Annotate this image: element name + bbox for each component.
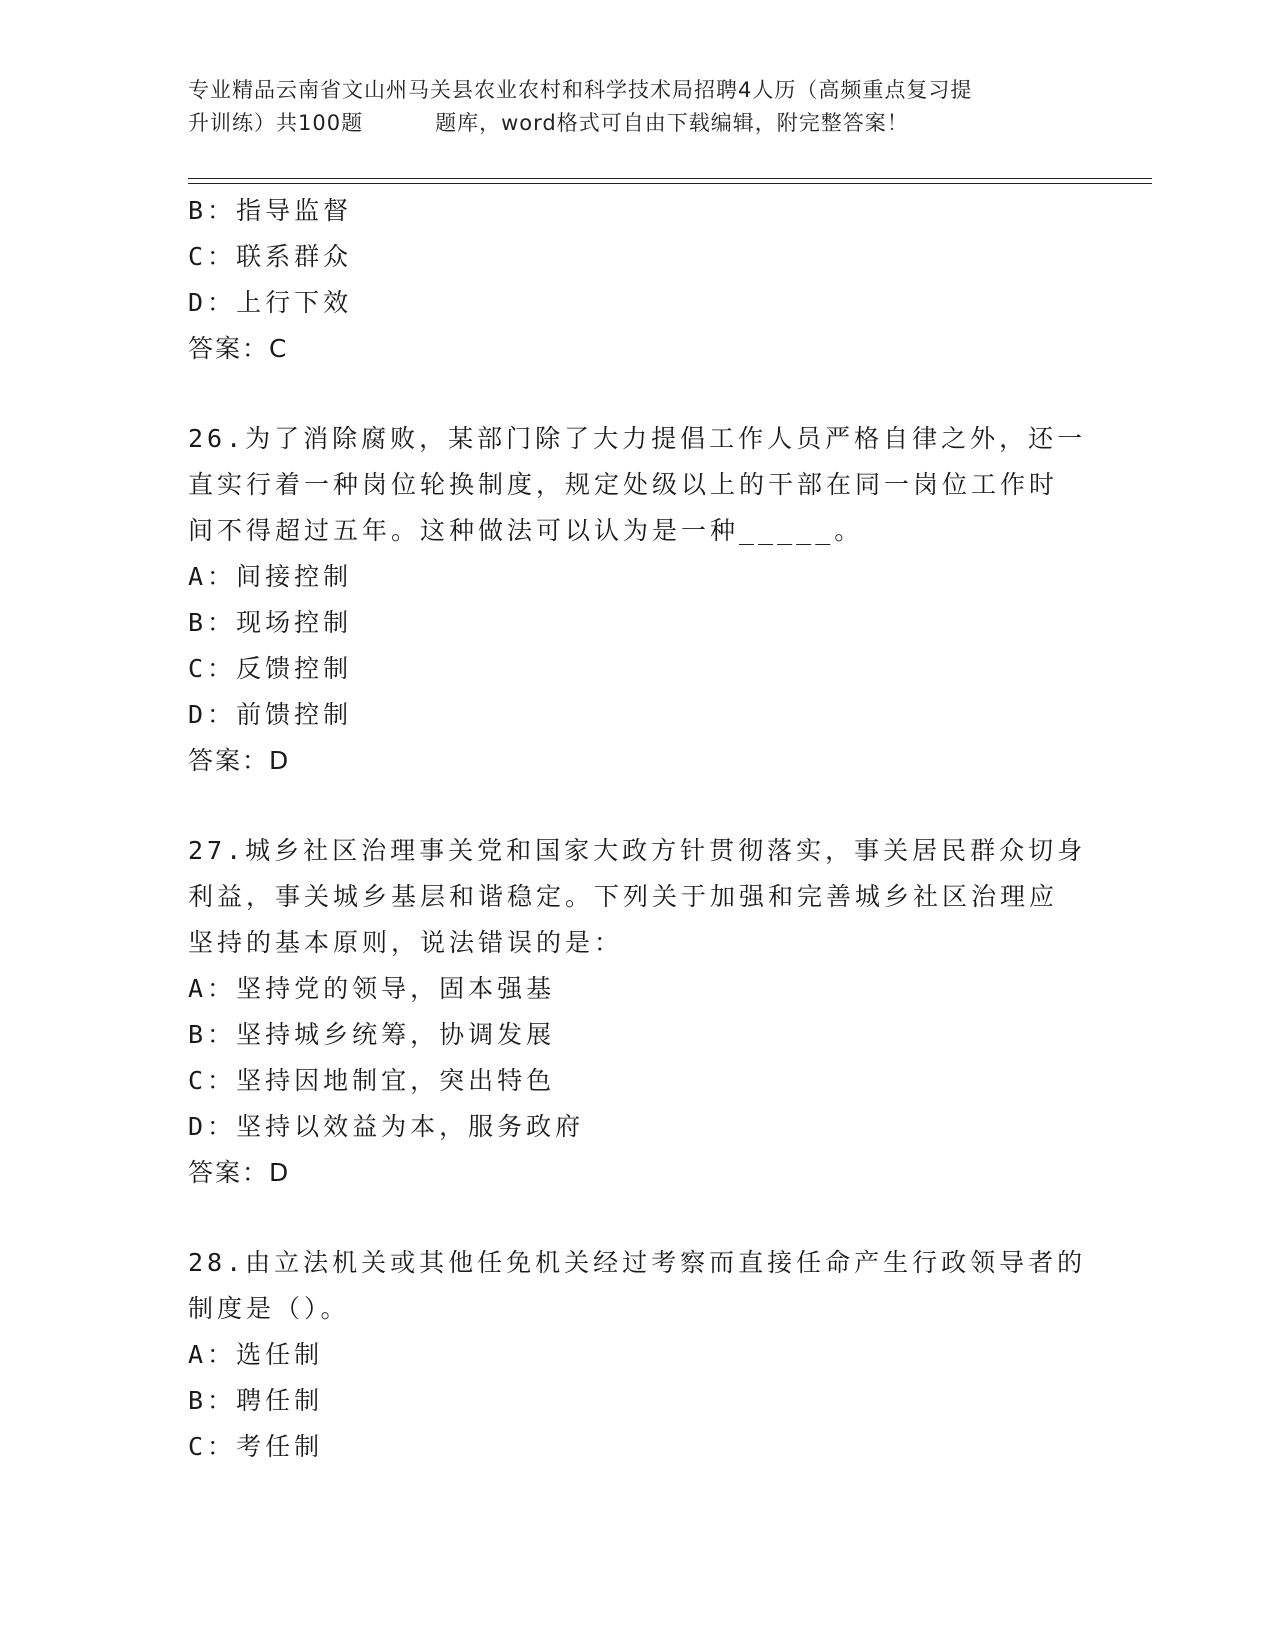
option-a: A：间接控制 [188, 562, 353, 591]
stem-line: 利益，事关城乡基层和谐稳定。下列关于加强和完善城乡社区治理应 [188, 882, 1059, 911]
question-stem [188, 416, 1088, 554]
stem-line: 27.城乡社区治理事关党和国家大政方针贯彻落实，事关居民群众切身 [188, 836, 1087, 865]
option-c: C：考任制 [188, 1432, 324, 1461]
option-d: D：坚持以效益为本，服务政府 [188, 1112, 585, 1141]
stem-line: 直实行着一种岗位轮换制度，规定处级以上的干部在同一岗位工作时 [188, 470, 1059, 499]
question-stem [188, 828, 1088, 966]
option-b: B：聘任制 [188, 1386, 324, 1415]
question-27 [188, 828, 1088, 1196]
header-title-line2 [188, 107, 1088, 140]
header-title-line2-right: 题库，word格式可自由下载编辑，附完整答案！ [435, 111, 909, 135]
stem-line: 制度是（）。 [188, 1294, 350, 1323]
answer: 答案：D [188, 1158, 291, 1187]
option-d: D：上行下效 [188, 288, 353, 317]
option-c: C：联系群众 [188, 242, 353, 271]
option-a: A：选任制 [188, 1340, 324, 1369]
option-a: A：坚持党的领导，固本强基 [188, 974, 556, 1003]
header-title-line1: 专业精品云南省文山州马关县农业农村和科学技术局招聘4人历（高频重点复习提 [188, 78, 973, 102]
question-stem [188, 1240, 1088, 1332]
option-d: D：前馈控制 [188, 700, 353, 729]
option-c: C：坚持因地制宜，突出特色 [188, 1066, 556, 1095]
question-28 [188, 1240, 1088, 1470]
answer: 答案：C [188, 334, 289, 363]
header-divider-bottom [188, 183, 1152, 184]
document-header [188, 74, 1088, 140]
header-title-line2-left: 升训练）共100题 [188, 111, 364, 135]
answer: 答案：D [188, 746, 291, 775]
header-divider-top [188, 178, 1152, 179]
stem-line: 28.由立法机关或其他任免机关经过考察而直接任命产生行政领导者的 [188, 1248, 1087, 1277]
document-body [188, 188, 1088, 1470]
stem-line: 坚持的基本原则，说法错误的是： [188, 928, 624, 957]
question-26 [188, 416, 1088, 784]
stem-line: 间不得超过五年。这种做法可以认为是一种_____。 [188, 516, 864, 545]
option-b: B：现场控制 [188, 608, 353, 637]
option-b: B：指导监督 [188, 196, 353, 225]
question-25-continued [188, 188, 1088, 372]
option-c: C：反馈控制 [188, 654, 353, 683]
stem-line: 26.为了消除腐败，某部门除了大力提倡工作人员严格自律之外，还一 [188, 424, 1087, 453]
option-b: B：坚持城乡统筹，协调发展 [188, 1020, 556, 1049]
